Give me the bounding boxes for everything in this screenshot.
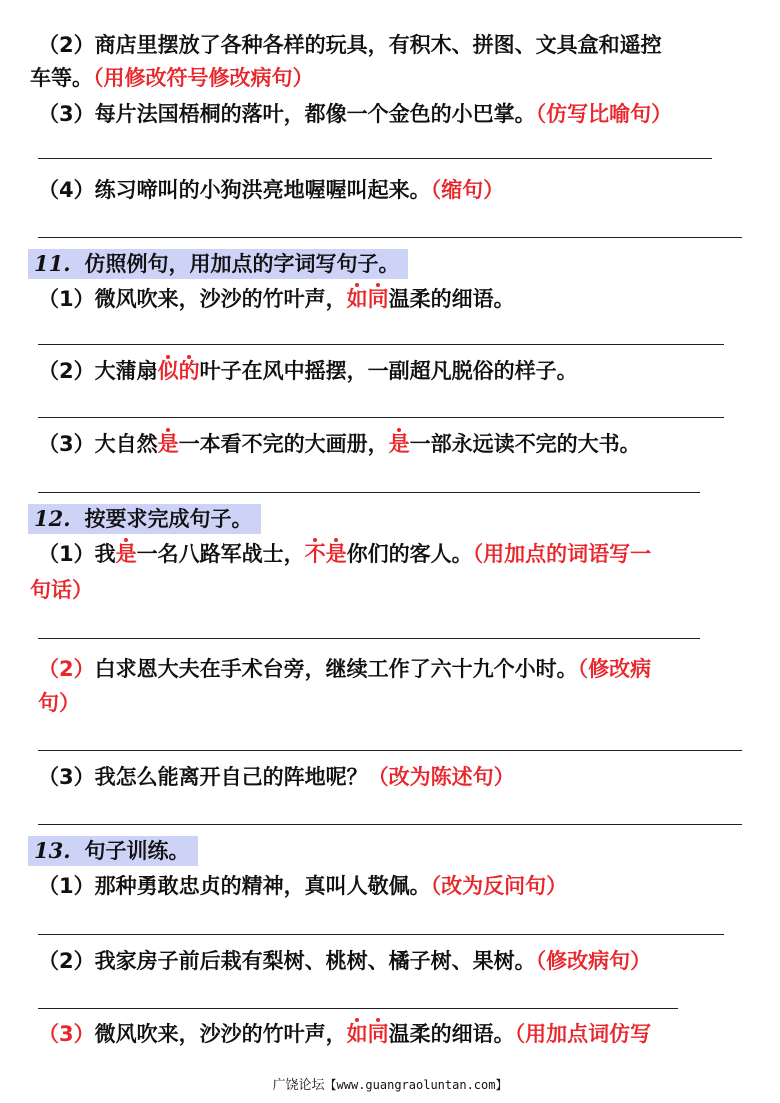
item-s13-3: [38, 1019, 651, 1049]
item-number: （3）: [38, 102, 95, 126]
instruction-text: （用加点词仿写: [514, 1022, 652, 1046]
dotted-word: 是: [325, 542, 347, 566]
footer-site-name: 广饶论坛: [272, 1078, 325, 1093]
item-number: （2）: [38, 33, 95, 57]
item-s11-2: [38, 356, 578, 386]
sentence-text: 一本看不完的大画册，: [178, 432, 389, 456]
dotted-word: 是: [157, 432, 179, 456]
item-number: （2）: [38, 359, 95, 383]
sentence-text: 每片法国梧桐的落叶，都像一个金色的小巴掌。: [94, 102, 536, 126]
instruction-continuation: 句）: [38, 691, 80, 715]
section-number: 11.: [34, 251, 71, 276]
instruction-text: （修改病句）: [535, 949, 652, 973]
dotted-word: 似: [157, 359, 179, 383]
section-header-13: [28, 836, 198, 866]
item-s11-1: [38, 284, 515, 314]
item-s12-1: [38, 539, 651, 569]
footer-url[interactable]: 【www.guangraoluntan.com】: [324, 1078, 508, 1092]
sentence-text: 车等。: [30, 66, 93, 90]
item-number: （2）: [38, 657, 95, 681]
instruction-text: （缩句）: [430, 178, 505, 202]
answer-line[interactable]: [38, 417, 724, 418]
item-number: （1）: [38, 287, 95, 311]
sentence-text: 一名八路军战士，: [136, 542, 305, 566]
item-q10-3: [38, 99, 672, 129]
sentence-text: 温柔的细语。: [388, 287, 515, 311]
sentence-text: 微风吹来，沙沙的竹叶声，: [94, 1022, 347, 1046]
answer-line[interactable]: [38, 344, 724, 345]
instruction-text: （仿写比喻句）: [535, 102, 673, 126]
item-number: （3）: [38, 1022, 95, 1046]
dotted-word: 如: [346, 287, 368, 311]
instruction-text: （改为陈述句）: [367, 765, 515, 789]
item-s13-1: [38, 871, 567, 901]
answer-line[interactable]: [38, 1008, 678, 1009]
dotted-word: 的: [178, 359, 200, 383]
dotted-word: 如: [346, 1022, 368, 1046]
sentence-text: 商店里摆放了各种各样的玩具，有积木、拼图、文具盒和遥控: [94, 33, 662, 57]
sentence-text: 一部永远读不完的大书。: [409, 432, 641, 456]
sentence-text: 大蒲扇: [94, 359, 158, 383]
sentence-text: 微风吹来，沙沙的竹叶声，: [94, 287, 347, 311]
item-number: （4）: [38, 178, 95, 202]
item-number: （3）: [38, 765, 95, 789]
sentence-text: 练习啼叫的小狗洪亮地喔喔叫起来。: [94, 178, 431, 202]
section-title: 句子训练。: [84, 839, 190, 863]
section-header-12: [28, 504, 261, 534]
item-q10-2-line1: [38, 30, 662, 60]
item-number: （3）: [38, 432, 95, 456]
sentence-text: 我怎么能离开自己的阵地呢？: [94, 765, 368, 789]
answer-line[interactable]: [38, 638, 700, 639]
section-number: 13.: [34, 838, 71, 863]
dotted-word: 同: [367, 1022, 389, 1046]
answer-line[interactable]: [38, 750, 742, 751]
answer-line[interactable]: [38, 824, 742, 825]
answer-line[interactable]: [38, 237, 742, 238]
item-number: （2）: [38, 949, 95, 973]
sentence-text: 白求恩大夫在手术台旁，继续工作了六十九个小时。: [94, 657, 578, 681]
section-number: 12.: [34, 506, 71, 531]
item-s13-2: [38, 946, 651, 976]
dotted-word: 是: [115, 542, 137, 566]
section-header-11: [28, 249, 408, 279]
section-title: 仿照例句，用加点的字词写句子。: [84, 252, 400, 276]
dotted-word: 不: [304, 542, 326, 566]
instruction-text: （用加点的词语写一: [472, 542, 652, 566]
item-number: （1）: [38, 542, 95, 566]
answer-line[interactable]: [38, 934, 724, 935]
item-s11-3: [38, 429, 641, 459]
answer-line[interactable]: [38, 492, 700, 493]
instruction-continuation: 句话）: [30, 578, 93, 602]
item-q10-2-line2: [30, 63, 314, 93]
sentence-text: 温柔的细语。: [388, 1022, 515, 1046]
instruction-text: （用修改符号修改病句）: [93, 66, 314, 90]
instruction-text: （改为反问句）: [430, 874, 568, 898]
sentence-text: 你们的客人。: [346, 542, 473, 566]
sentence-text: 我: [94, 542, 116, 566]
sentence-text: 大自然: [94, 432, 158, 456]
section-title: 按要求完成句子。: [84, 507, 253, 531]
sentence-text: 叶子在风中摇摆，一副超凡脱俗的样子。: [199, 359, 578, 383]
item-s12-2: [38, 654, 651, 684]
item-s12-3: [38, 762, 515, 792]
page-footer: [0, 1074, 780, 1093]
answer-line[interactable]: [38, 158, 712, 159]
item-q10-4: [38, 175, 504, 205]
dotted-word: 同: [367, 287, 389, 311]
sentence-text: 那种勇敢忠贞的精神，真叫人敬佩。: [94, 874, 431, 898]
dotted-word: 是: [388, 432, 410, 456]
sentence-text: 我家房子前后栽有梨树、桃树、橘子树、果树。: [94, 949, 536, 973]
instruction-text: （修改病: [577, 657, 652, 681]
item-number: （1）: [38, 874, 95, 898]
